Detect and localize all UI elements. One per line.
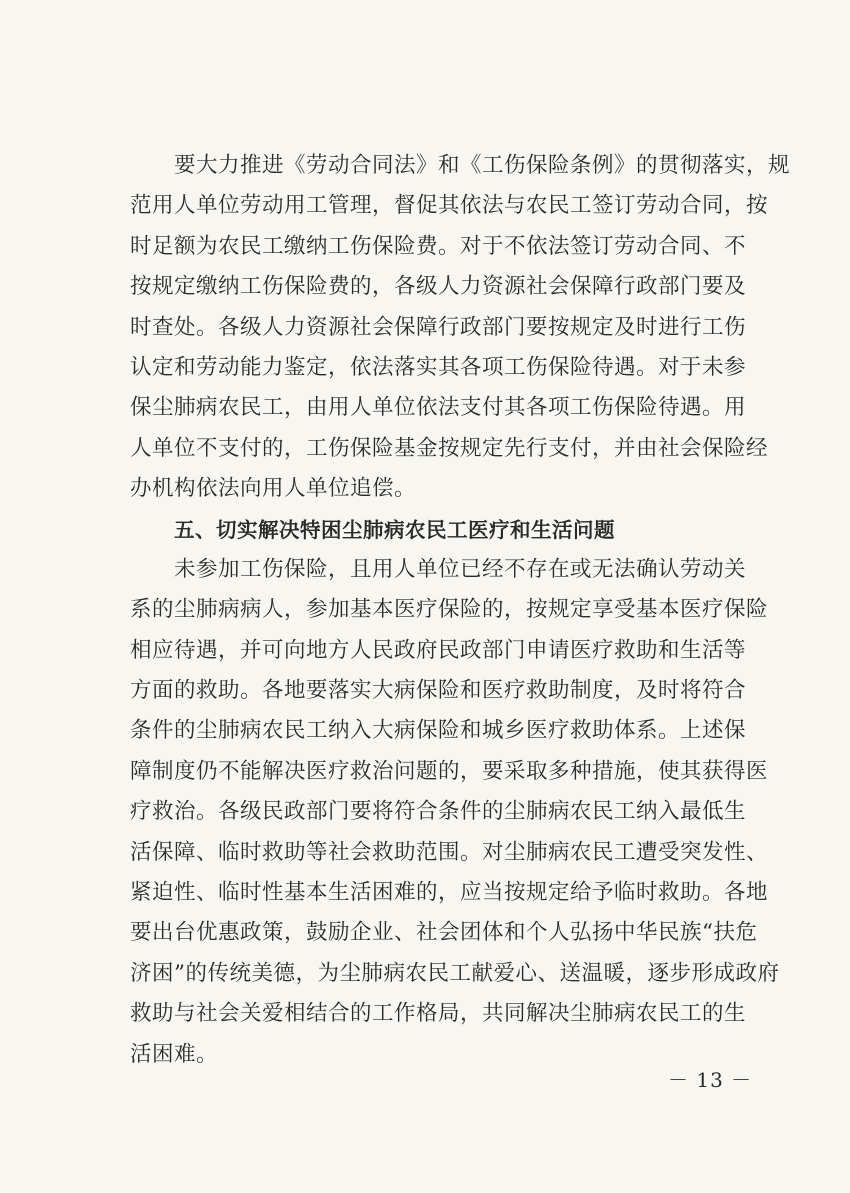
paragraph-line: 按规定缴纳工伤保险费的，各级人力资源社会保障行政部门要及: [130, 274, 747, 300]
paragraph-line: 办机构依法向用人单位追偿。: [130, 476, 417, 502]
paragraph-line: 活保障、临时救助等社会救助范围。对尘肺病农民工遭受突发性、: [130, 839, 769, 865]
paragraph-line: 未参加工伤保险，且用人单位已经不存在或无法确认劳动关: [174, 556, 747, 582]
paragraph-line: 系的尘肺病病人，参加基本医疗保险的，按规定享受基本医疗保险: [130, 597, 769, 623]
paragraph-line: 时足额为农民工缴纳工伤保险费。对于不依法签订劳动合同、不: [130, 233, 747, 259]
paragraph-line: 疗救治。各级民政部门要将符合条件的尘肺病农民工纳入最低生: [130, 799, 747, 825]
paragraph-line: 保尘肺病农民工，由用人单位依法支付其各项工伤保险待遇。用: [130, 395, 747, 421]
paragraph-line: 要出台优惠政策，鼓励企业、社会团体和个人弘扬中华民族“扶危: [130, 920, 758, 946]
paragraph-line: 认定和劳动能力鉴定，依法落实其各项工伤保险待遇。对于未参: [130, 354, 747, 380]
paragraph-line: 条件的尘肺病农民工纳入大病保险和城乡医疗救助体系。上述保: [130, 718, 747, 744]
paragraph-line: 救助与社会关爱相结合的工作格局，共同解决尘肺病农民工的生: [130, 1001, 747, 1027]
page-number: － 13 －: [668, 1068, 753, 1092]
paragraph-line: 要大力推进《劳动合同法》和《工伤保险条例》的贯彻落实，规: [174, 153, 791, 178]
paragraph-line: 济困”的传统美德，为尘肺病农民工献爱心、送温暖，逐步形成政府: [130, 960, 780, 986]
paragraph-line: 人单位不支付的，工伤保险基金按规定先行支付，并由社会保险经: [130, 435, 769, 461]
paragraph-line: 方面的救助。各地要落实大病保险和医疗救助制度，及时将符合: [130, 678, 747, 704]
paragraph-line: 紧迫性、临时性基本生活困难的，应当按规定给予临时救助。各地: [130, 880, 769, 906]
section-heading: 五、切实解决特困尘肺病农民工医疗和生活问题: [174, 517, 615, 542]
document-body: [130, 146, 791, 1075]
paragraph-line: 障制度仍不能解决医疗救治问题的，要采取多种措施，使其获得医: [130, 758, 769, 784]
paragraph-line: 相应待遇，并可向地方人民政府民政部门申请医疗救助和生活等: [130, 637, 747, 663]
paragraph-line: 范用人单位劳动用工管理，督促其依法与农民工签订劳动合同，按: [130, 193, 769, 219]
paragraph-line: 时查处。各级人力资源社会保障行政部门要按规定及时进行工伤: [130, 314, 747, 340]
paragraph-line: 活困难。: [130, 1041, 219, 1067]
